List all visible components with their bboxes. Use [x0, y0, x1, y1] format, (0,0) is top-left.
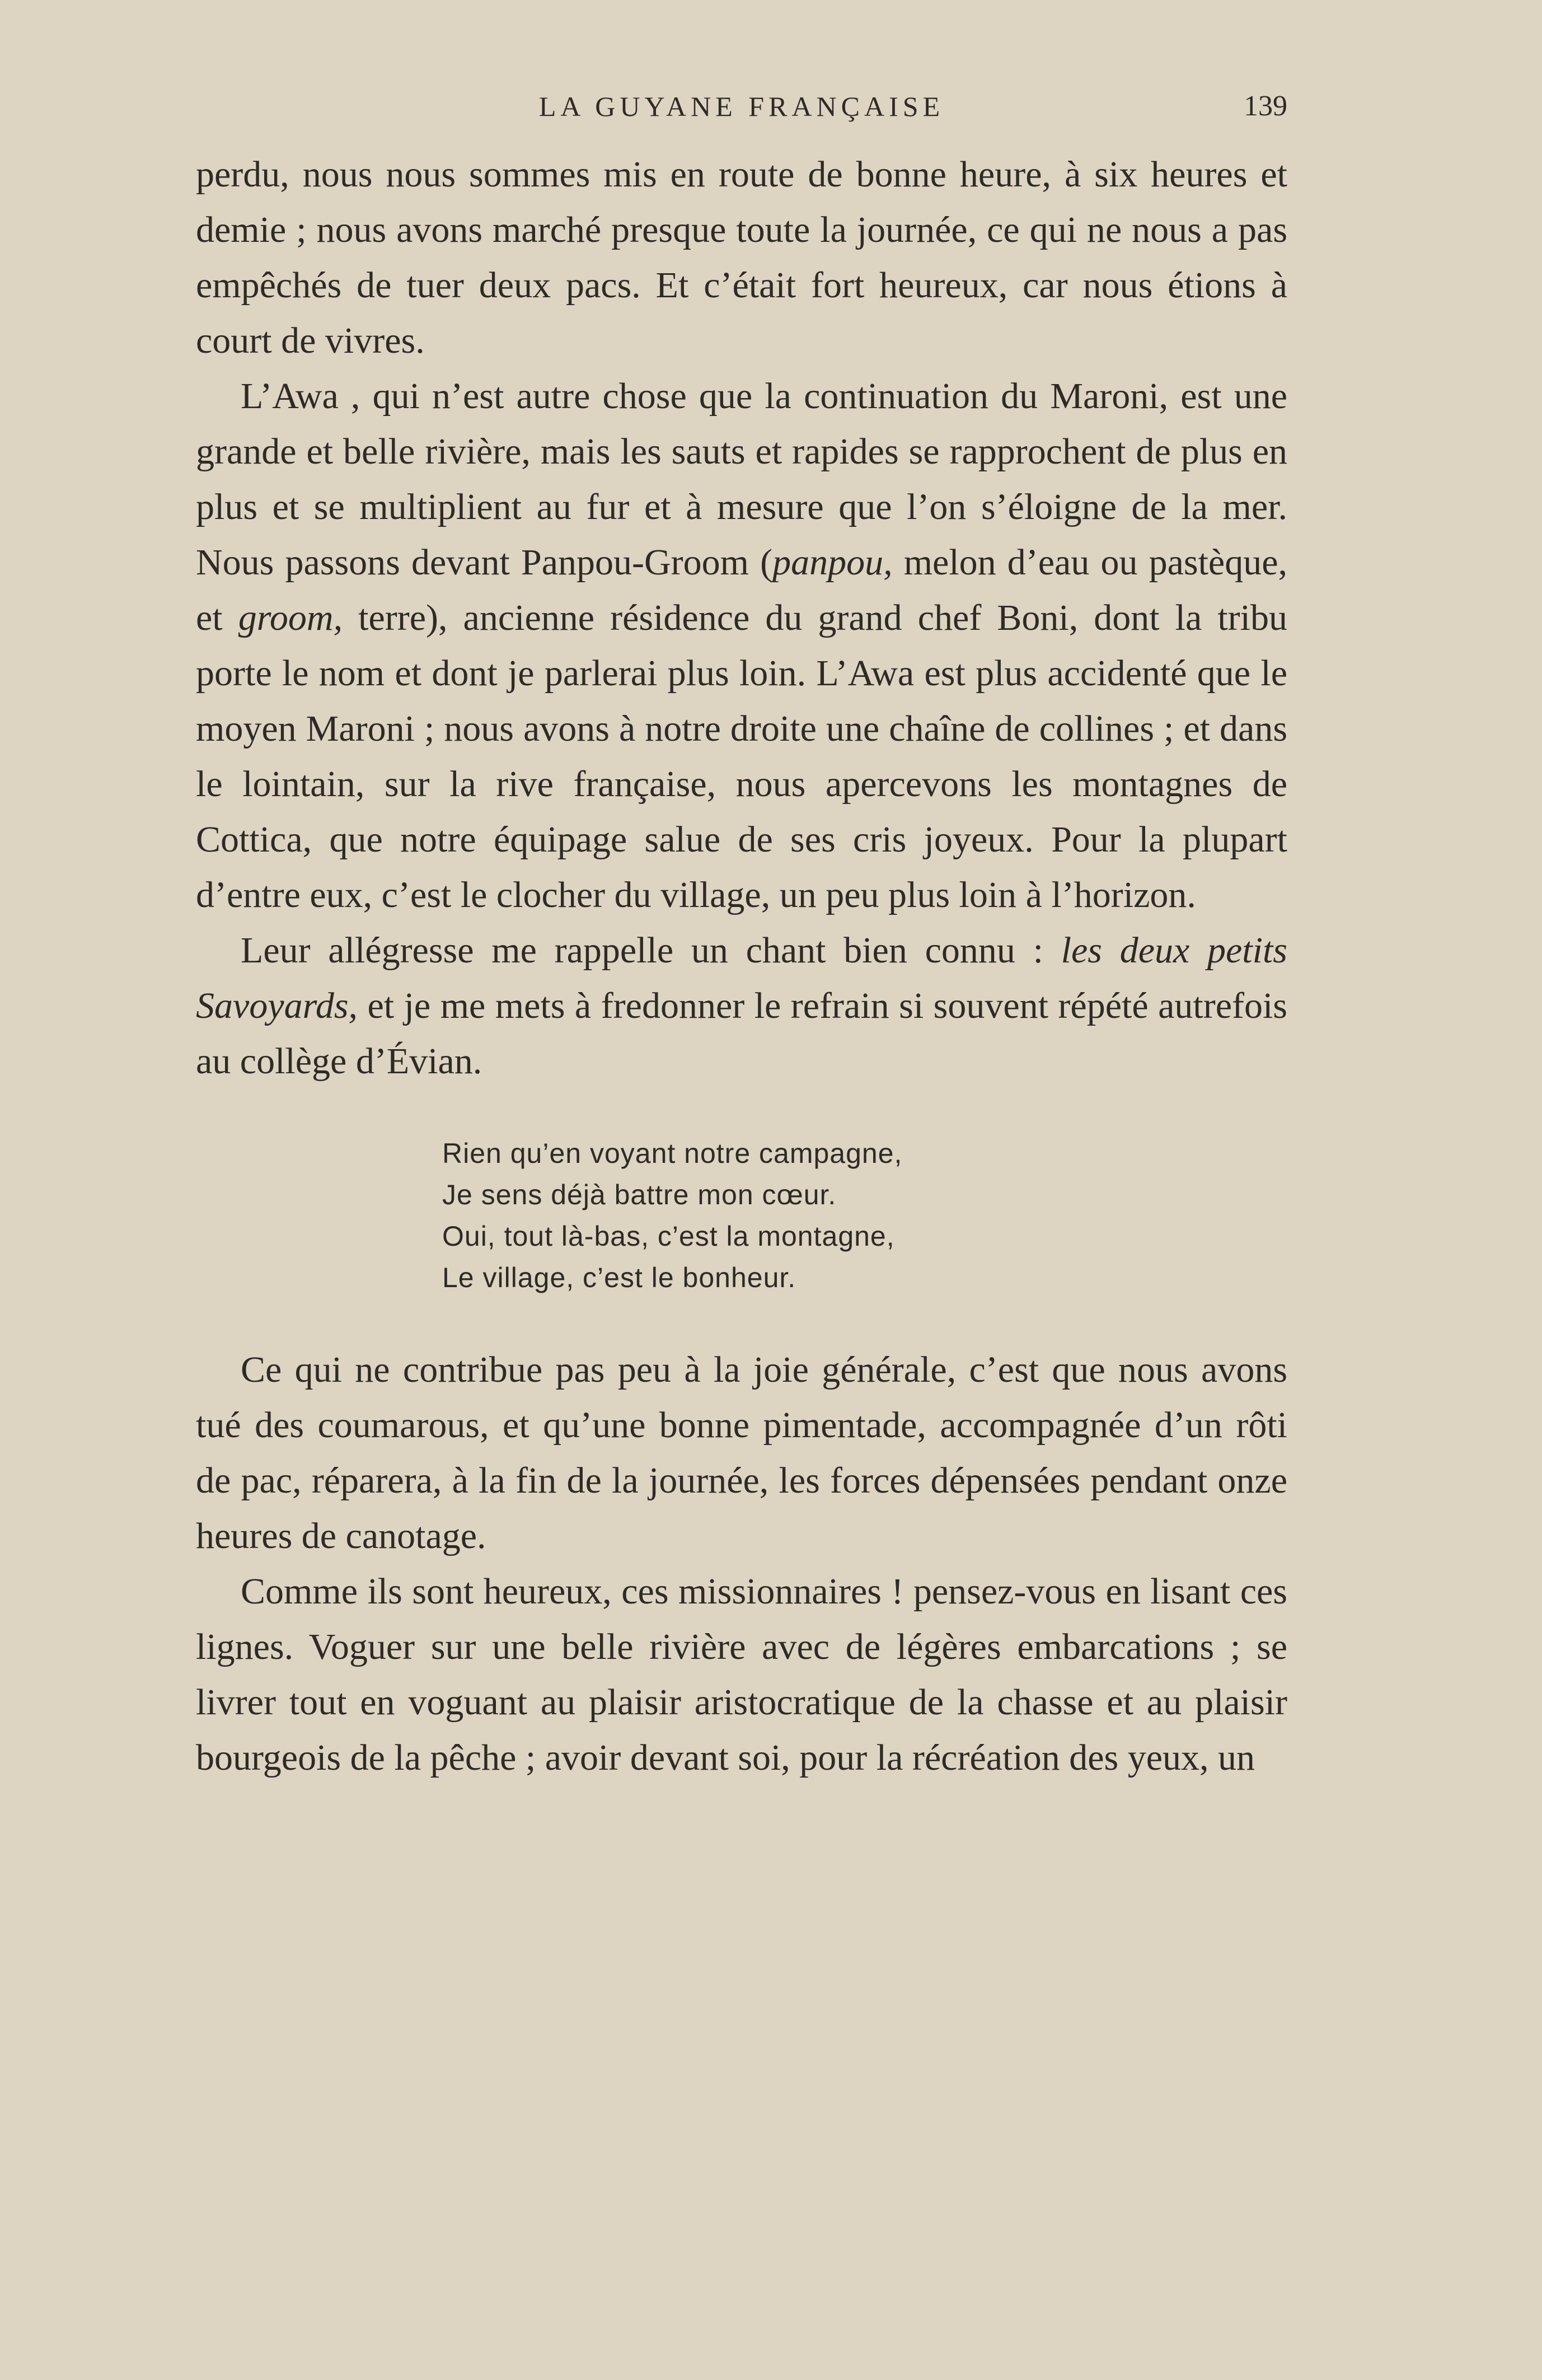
page-number: 139 — [1244, 90, 1287, 122]
paragraph-4-text: Ce qui ne contribue pas peu à la joie générale, c’est que nous avons tué des coumarous, et qu’une bonne pimentade, accompagnée d’un rôti de pac, réparera, à la fin de la journée, les forces dépensées pendant onze heures de canotage. — [196, 1349, 1287, 1556]
paragraph-5-text: Comme ils sont heureux, ces missionnaires ! pensez-vous en lisant ces lignes. Voguer sur une belle rivière avec de légères embarcations ; se livrer tout en voguant au plaisir aristocratique de la chasse et au plaisir bourgeois de la pêche ; avoir devant soi, pour la récréation des yeux, un — [196, 1571, 1287, 1778]
paragraph-3-italic-title: les deux petits Savoyards, — [196, 930, 1287, 1026]
poem-verse-4: Le village, c’est le bonheur. — [442, 1262, 796, 1293]
paragraph-3-text-b: et je me mets à fredonner le refrain si souvent répété autrefois au collège d’Évian. — [196, 985, 1287, 1082]
running-title: LA GUYANE FRANÇAISE — [538, 91, 945, 122]
paragraph-1-text: perdu, nous nous sommes mis en route de bonne heure, à six heures et demie ; nous avons marché presque toute la journée, ce qui ne nous a pas empêchés de tuer deux pacs. Et c’était fort heureux, car nous étions à court de vivres. — [196, 154, 1287, 361]
paragraph-5 — [196, 1564, 1287, 1785]
paragraph-2-italic-panpou: panpou, — [772, 542, 893, 583]
paragraph-2 — [196, 368, 1287, 923]
poem-verse-3: Oui, tout là-bas, c’est la montagne, — [442, 1221, 895, 1252]
paragraph-2-text-c: terre), ancienne résidence du grand chef Boni, dont la tribu porte le nom et dont je parlerai plus loin. L’Awa est plus accidenté que le moyen Maroni ; nous avons à notre droite une chaîne de collines ; et dans le lointain, sur la rive française, nous apercevons les montagnes de Cottica, que notre équipage salue de ses cris joyeux. Pour la plupart d’entre eux, c’est le clocher du village, un peu plus loin à l’horizon. — [196, 597, 1287, 915]
paragraph-1 — [196, 147, 1287, 368]
poem-verse-1: Rien qu’en voyant notre campagne, — [442, 1138, 903, 1169]
paragraph-2-text-a: L’Awa , qui n’est autre chose que la continuation du Maroni, est une grande et belle rivière, mais les sauts et rapides se rapprochent de plus en plus et se multiplient au fur et à mesure que l’on s’éloigne de la mer. Nous passons devant Panpou-Groom ( — [196, 376, 1287, 583]
running-head — [196, 84, 1287, 129]
poem-stanza — [442, 1133, 1287, 1298]
body-text — [196, 147, 1287, 1785]
paragraph-3-text-a: Leur allégresse me rappelle un chant bien connu : — [241, 930, 1061, 971]
paragraph-4 — [196, 1342, 1287, 1564]
poem-verse-2: Je sens déjà battre mon cœur. — [442, 1179, 837, 1210]
paragraph-2-text-b: melon d’eau ou pastèque, et — [196, 542, 1287, 638]
paragraph-2-italic-groom: groom, — [238, 597, 343, 638]
paragraph-3 — [196, 923, 1287, 1089]
